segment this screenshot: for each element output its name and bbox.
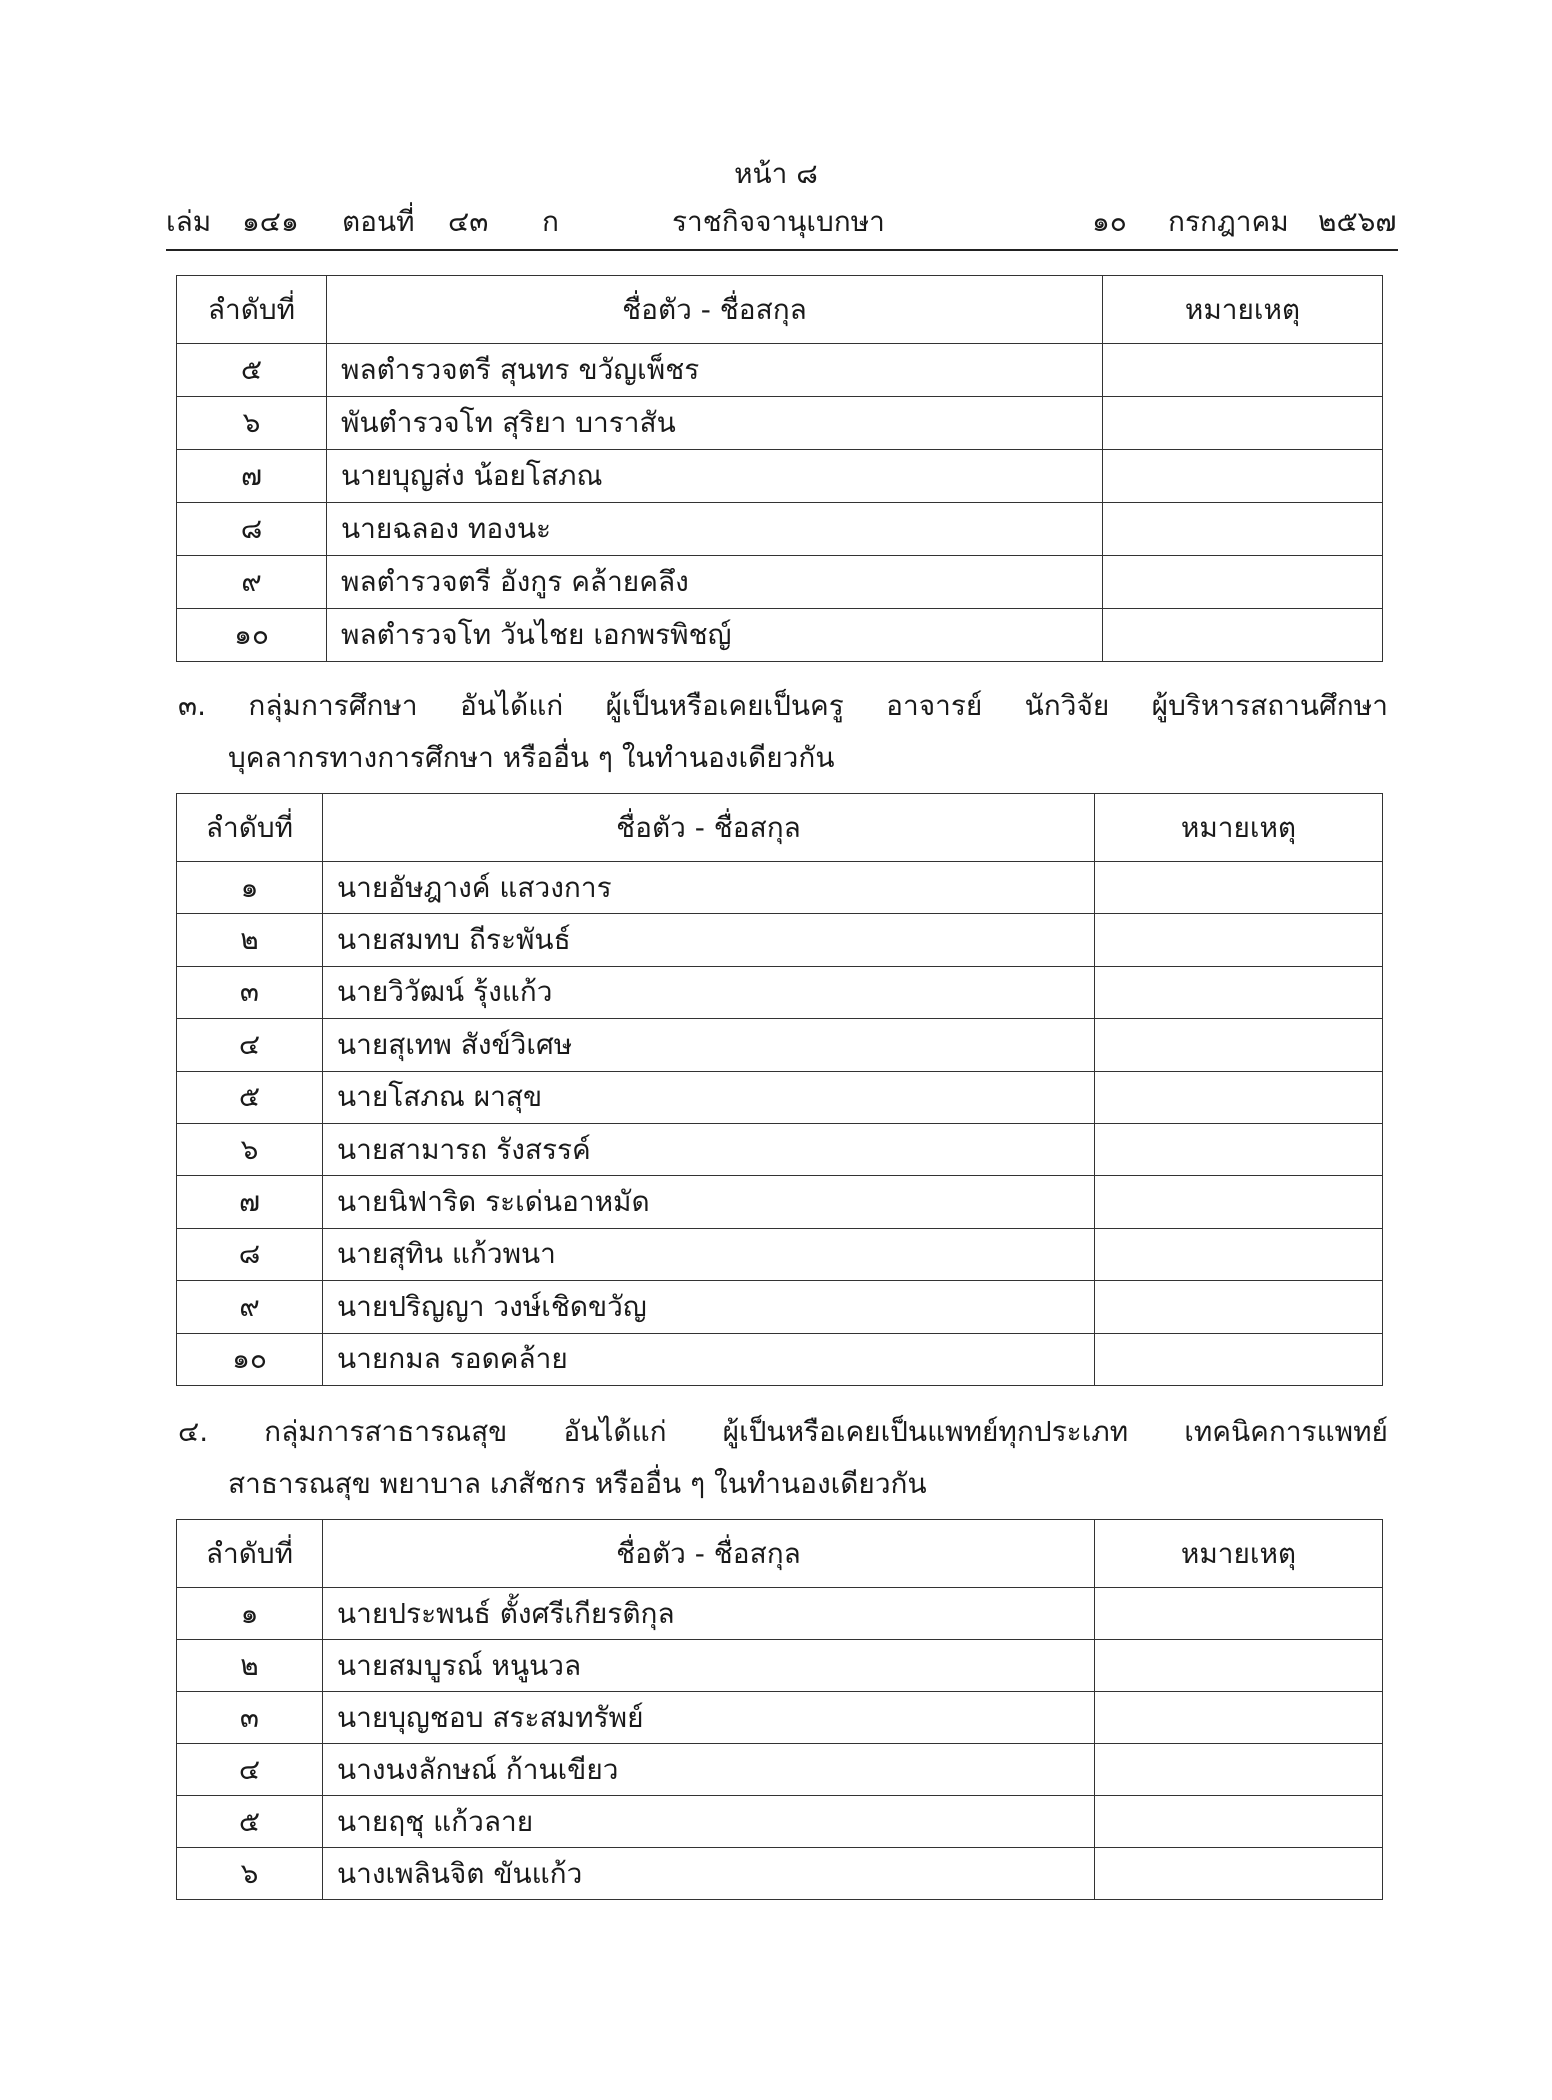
row-index: ๕ — [177, 1796, 323, 1848]
row-index: ๕ — [177, 1071, 323, 1123]
table-row — [177, 503, 1383, 556]
table-header-row — [177, 276, 1383, 344]
gazette-header — [166, 200, 1398, 244]
row-name: นายฤชุ แก้วลาย — [323, 1796, 1095, 1848]
date-year: ๒๕๖๗ — [1318, 205, 1397, 238]
table-row — [177, 556, 1383, 609]
row-remark — [1103, 344, 1383, 397]
section-letter: ก — [542, 205, 559, 238]
section-text: นักวิจัย — [1024, 689, 1110, 722]
section-text-continued: บุคลากรทางการศึกษา หรืออื่น ๆ ในทำนองเดียวกัน — [228, 741, 835, 774]
table-row — [177, 1019, 1383, 1071]
column-header-remark: หมายเหตุ — [1095, 794, 1383, 862]
row-name: นายอัษฎางค์ แสวงการ — [323, 862, 1095, 914]
table-row — [177, 1744, 1383, 1796]
row-index: ๓ — [177, 966, 323, 1018]
section-4-heading — [178, 1406, 1388, 1510]
row-remark — [1095, 1123, 1383, 1175]
gazette-name: ราชกิจจานุเบกษา — [672, 205, 885, 238]
section-text: กลุ่มการสาธารณสุข — [264, 1415, 508, 1448]
column-header-name: ชื่อตัว - ชื่อสกุล — [323, 794, 1095, 862]
table-header-row — [177, 794, 1383, 862]
issue-number: ๔๓ — [448, 205, 489, 238]
table-row — [177, 1640, 1383, 1692]
section-text: ผู้บริหารสถานศึกษา — [1151, 689, 1388, 722]
column-header-remark: หมายเหตุ — [1095, 1520, 1383, 1588]
table-row — [177, 1071, 1383, 1123]
row-remark — [1103, 556, 1383, 609]
row-name: พันตำรวจโท สุริยา บาราสัน — [327, 397, 1103, 450]
column-header-remark: หมายเหตุ — [1103, 276, 1383, 344]
row-index: ๔ — [177, 1019, 323, 1071]
row-index: ๘ — [177, 503, 327, 556]
row-index: ๙ — [177, 556, 327, 609]
table-row — [177, 397, 1383, 450]
table-row — [177, 1692, 1383, 1744]
date-day: ๑๐ — [1092, 205, 1127, 238]
column-header-name: ชื่อตัว - ชื่อสกุล — [323, 1520, 1095, 1588]
row-name: นายประพนธ์ ตั้งศรีเกียรติกุล — [323, 1588, 1095, 1640]
row-index: ๓ — [177, 1692, 323, 1744]
table-group-2-continued — [176, 275, 1383, 662]
row-index: ๙ — [177, 1281, 323, 1333]
row-remark — [1095, 914, 1383, 966]
row-name: นายสมบูรณ์ หนูนวล — [323, 1640, 1095, 1692]
row-remark — [1095, 862, 1383, 914]
row-index: ๒ — [177, 1640, 323, 1692]
row-index: ๘ — [177, 1228, 323, 1280]
row-remark — [1095, 1228, 1383, 1280]
row-remark — [1095, 1019, 1383, 1071]
row-remark — [1095, 1692, 1383, 1744]
section-text: อันได้แก่ — [460, 689, 564, 722]
table-row — [177, 1848, 1383, 1900]
column-header-index: ลำดับที่ — [177, 1520, 323, 1588]
table-row — [177, 862, 1383, 914]
row-name: นายสุทิน แก้วพนา — [323, 1228, 1095, 1280]
row-remark — [1095, 1848, 1383, 1900]
table-row — [177, 344, 1383, 397]
row-name: นางเพลินจิต ขันแก้ว — [323, 1848, 1095, 1900]
row-index: ๑ — [177, 1588, 323, 1640]
row-remark — [1095, 1071, 1383, 1123]
row-name: นายนิฟาริด ระเด่นอาหมัด — [323, 1176, 1095, 1228]
section-text: อันได้แก่ — [563, 1415, 667, 1448]
section-text: เทคนิคการแพทย์ — [1184, 1415, 1388, 1448]
column-header-name: ชื่อตัว - ชื่อสกุล — [327, 276, 1103, 344]
row-index: ๒ — [177, 914, 323, 966]
row-remark — [1103, 450, 1383, 503]
table-row — [177, 1123, 1383, 1175]
table-row — [177, 1281, 1383, 1333]
section-text: อาจารย์ — [886, 689, 983, 722]
section-3-heading — [178, 680, 1388, 784]
section-number: ๓. — [178, 689, 207, 722]
row-index: ๖ — [177, 1123, 323, 1175]
row-remark — [1103, 609, 1383, 662]
row-remark — [1103, 397, 1383, 450]
row-remark — [1095, 966, 1383, 1018]
row-name: นายสมทบ ถีระพันธ์ — [323, 914, 1095, 966]
row-index: ๗ — [177, 1176, 323, 1228]
table-row — [177, 914, 1383, 966]
table-row — [177, 966, 1383, 1018]
table-row — [177, 1228, 1383, 1280]
row-name: พลตำรวจตรี อังกูร คล้ายคลึง — [327, 556, 1103, 609]
row-remark — [1103, 503, 1383, 556]
section-number: ๔. — [178, 1415, 209, 1448]
table-row — [177, 1796, 1383, 1848]
table-row — [177, 450, 1383, 503]
row-name: นายวิวัฒน์ รุ้งแก้ว — [323, 966, 1095, 1018]
header-divider — [166, 249, 1398, 251]
row-name: นายกมล รอดคล้าย — [323, 1333, 1095, 1385]
row-index: ๖ — [177, 397, 327, 450]
table-education-group — [176, 793, 1383, 1386]
row-name: นายสามารถ รังสรรค์ — [323, 1123, 1095, 1175]
section-text: ผู้เป็นหรือเคยเป็นครู — [605, 689, 844, 722]
row-name: นายบุญชอบ สระสมทรัพย์ — [323, 1692, 1095, 1744]
row-name: นายปริญญา วงษ์เชิดขวัญ — [323, 1281, 1095, 1333]
table-row — [177, 1333, 1383, 1385]
row-remark — [1095, 1333, 1383, 1385]
row-name: นายบุญส่ง น้อยโสภณ — [327, 450, 1103, 503]
row-name: พลตำรวจตรี สุนทร ขวัญเพ็ชร — [327, 344, 1103, 397]
row-index: ๖ — [177, 1848, 323, 1900]
row-remark — [1095, 1744, 1383, 1796]
row-name: นายฉลอง ทองนะ — [327, 503, 1103, 556]
row-index: ๕ — [177, 344, 327, 397]
table-row — [177, 609, 1383, 662]
row-index: ๑๐ — [177, 609, 327, 662]
section-text: ผู้เป็นหรือเคยเป็นแพทย์ทุกประเภท — [722, 1415, 1129, 1448]
row-remark — [1095, 1281, 1383, 1333]
table-header-row — [177, 1520, 1383, 1588]
table-public-health-group — [176, 1519, 1383, 1900]
table-row — [177, 1588, 1383, 1640]
section-text: กลุ่มการศึกษา — [248, 689, 418, 722]
row-name: นายสุเทพ สังข์วิเศษ — [323, 1019, 1095, 1071]
row-remark — [1095, 1640, 1383, 1692]
row-remark — [1095, 1796, 1383, 1848]
row-index: ๔ — [177, 1744, 323, 1796]
volume-number: ๑๔๑ — [242, 205, 299, 238]
row-index: ๗ — [177, 450, 327, 503]
row-remark — [1095, 1176, 1383, 1228]
column-header-index: ลำดับที่ — [177, 794, 323, 862]
volume-label: เล่ม — [166, 205, 212, 238]
row-name: พลตำรวจโท วันไชย เอกพรพิชญ์ — [327, 609, 1103, 662]
date-month: กรกฎาคม — [1168, 205, 1289, 238]
issue-label: ตอนที่ — [342, 205, 415, 238]
page-number: หน้า ๘ — [734, 157, 818, 190]
section-text-continued: สาธารณสุข พยาบาล เภสัชกร หรืออื่น ๆ ในทำนองเดียวกัน — [228, 1467, 927, 1500]
row-index: ๑๐ — [177, 1333, 323, 1385]
row-name: นางนงลักษณ์ ก้านเขียว — [323, 1744, 1095, 1796]
row-remark — [1095, 1588, 1383, 1640]
column-header-index: ลำดับที่ — [177, 276, 327, 344]
table-row — [177, 1176, 1383, 1228]
row-index: ๑ — [177, 862, 323, 914]
row-name: นายโสภณ ผาสุข — [323, 1071, 1095, 1123]
